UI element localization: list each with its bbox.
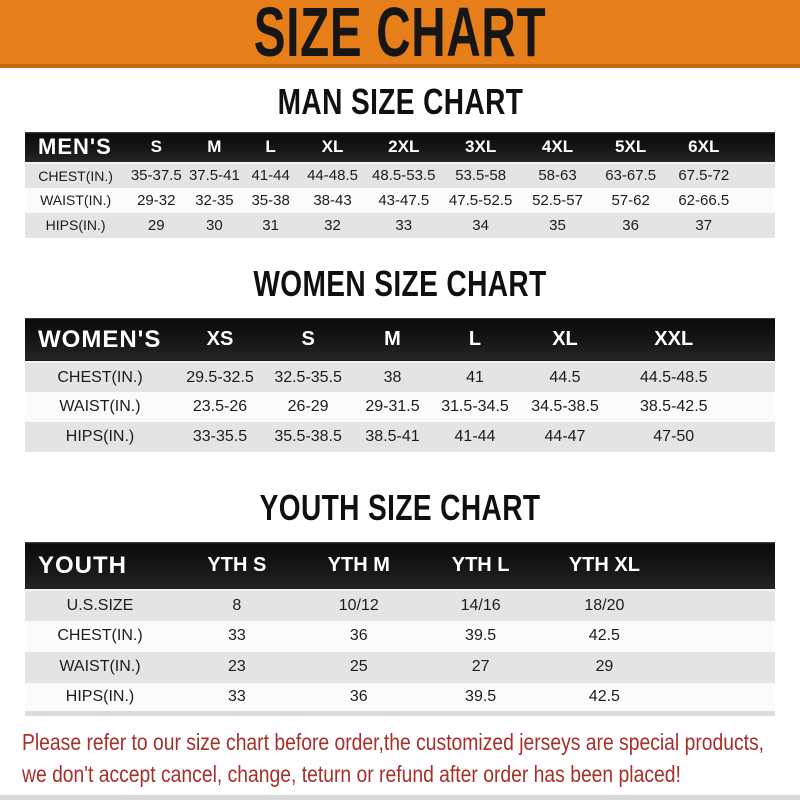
size-value-cell: 41-44	[454, 428, 496, 445]
size-value-cell: 29.5-32.5	[186, 368, 254, 386]
row-filler-cell	[666, 621, 775, 652]
size-value-cell: 18/20	[584, 596, 625, 614]
row-label: CHEST(IN.)	[57, 627, 143, 644]
size-column-header: S	[265, 318, 351, 362]
header-filler-cell	[666, 543, 775, 590]
row-filler-cell	[734, 392, 775, 422]
size-value-cell: 29-32	[137, 191, 176, 209]
size-column-header: L	[434, 318, 517, 362]
size-column-header: 6XL	[666, 133, 741, 163]
table-row	[25, 188, 775, 213]
size-value-cell: 58-63	[538, 167, 577, 184]
size-value-cell: 44-48.5	[307, 167, 358, 184]
table-row	[25, 163, 775, 188]
youth-section-heading	[0, 488, 800, 528]
size-value-cell: 52.5-57	[532, 191, 583, 209]
size-column-header: 5XL	[595, 133, 666, 163]
table-row	[25, 392, 775, 422]
notice-line-2: we don't accept cancel, change, teturn or refund after order has been placed!	[22, 761, 681, 787]
size-value-cell: 36	[622, 216, 639, 234]
size-value-cell: 43-47.5	[378, 191, 430, 209]
row-filler-cell	[734, 362, 775, 392]
size-value-cell: 26-29	[287, 398, 329, 415]
women-section-heading	[0, 264, 800, 304]
size-column-header: M	[186, 133, 242, 163]
size-value-cell: 44-47	[544, 428, 586, 445]
size-value-cell: 23.5-26	[192, 398, 248, 415]
size-value-cell: 33-35.5	[192, 428, 248, 445]
table-row	[25, 652, 775, 683]
size-column-header: YTH L	[419, 543, 543, 590]
men-section-heading-text: MAN SIZE CHART	[277, 81, 523, 122]
women-header-row	[25, 318, 775, 362]
size-value-cell: 33	[227, 627, 246, 644]
size-value-cell: 35-38	[251, 191, 290, 209]
size-column-header: XL	[516, 318, 614, 362]
row-label: CHEST(IN.)	[38, 167, 113, 184]
table-row	[25, 362, 775, 392]
table-row	[25, 422, 775, 452]
order-notice	[0, 726, 800, 790]
size-value-cell: 29-31.5	[365, 398, 420, 415]
size-value-cell: 32.5-35.5	[274, 368, 342, 386]
size-value-cell: 38.5-41	[365, 428, 420, 445]
row-filler-cell	[734, 422, 775, 452]
size-column-header: 3XL	[441, 133, 520, 163]
banner	[0, 0, 800, 68]
size-column-header: L	[243, 133, 299, 163]
banner-title: SIZE CHART	[253, 0, 547, 68]
size-value-cell: 37	[695, 216, 713, 234]
size-value-cell: 48.5-53.5	[372, 167, 436, 184]
men-header-row	[25, 133, 775, 163]
size-value-cell: 23	[227, 658, 246, 675]
size-column-header: YTH M	[299, 543, 419, 590]
row-label: HIPS(IN.)	[45, 217, 106, 233]
size-value-cell: 39.5	[465, 687, 497, 705]
size-value-cell: 29	[147, 216, 165, 234]
table-row	[25, 213, 775, 238]
size-value-cell: 14/16	[460, 596, 501, 614]
size-column-header: 4XL	[520, 133, 595, 163]
header-filler-cell	[734, 318, 775, 362]
row-label: U.S.SIZE	[66, 596, 134, 614]
size-value-cell: 41-44	[251, 167, 290, 184]
size-value-cell: 10/12	[338, 596, 379, 614]
size-value-cell: 8	[232, 596, 242, 614]
size-column-header: YTH XL	[543, 543, 667, 590]
size-column-header: XL	[299, 133, 367, 163]
table-row	[25, 683, 775, 714]
men-size-table	[25, 132, 775, 238]
size-column-header: 2XL	[366, 133, 441, 163]
size-value-cell: 36	[349, 687, 368, 705]
women-section	[0, 264, 800, 453]
size-value-cell: 30	[206, 216, 223, 234]
size-value-cell: 32	[324, 216, 341, 234]
size-column-header: YTH S	[175, 543, 299, 590]
youth-section-heading-text: YOUTH SIZE CHART	[259, 487, 541, 528]
size-value-cell: 35-37.5	[130, 167, 182, 184]
size-value-cell: 39.5	[465, 627, 497, 644]
size-value-cell: 31.5-34.5	[441, 398, 509, 415]
row-filler-cell	[741, 188, 775, 213]
row-label: WAIST(IN.)	[59, 658, 141, 675]
size-value-cell: 32-35	[195, 191, 234, 209]
size-value-cell: 35.5-38.5	[274, 428, 342, 445]
size-value-cell: 38.5-42.5	[639, 398, 708, 415]
row-label: WAIST(IN.)	[59, 398, 141, 415]
size-value-cell: 53.5-58	[455, 167, 507, 184]
row-filler-cell	[741, 163, 775, 188]
size-value-cell: 42.5	[588, 627, 620, 644]
size-value-cell: 27	[471, 658, 490, 675]
row-filler-cell	[666, 652, 775, 683]
size-value-cell: 38-43	[313, 191, 352, 209]
row-filler-cell	[666, 683, 775, 714]
men-section	[0, 82, 800, 238]
table-row	[25, 621, 775, 652]
size-value-cell: 44.5	[549, 368, 581, 386]
size-value-cell: 41	[466, 368, 484, 386]
size-value-cell: 67.5-72	[678, 167, 730, 184]
row-label: WAIST(IN.)	[40, 192, 112, 208]
women-size-table	[25, 318, 775, 453]
row-label: HIPS(IN.)	[65, 428, 135, 445]
size-value-cell: 33	[395, 216, 413, 234]
table-corner-label: MEN'S	[25, 133, 126, 163]
youth-size-table	[25, 542, 775, 716]
size-value-cell: 37.5-41	[188, 167, 240, 184]
size-value-cell: 38	[383, 368, 402, 386]
size-value-cell: 29	[595, 658, 614, 675]
row-filler-cell	[666, 590, 775, 621]
size-value-cell: 25	[349, 658, 368, 675]
size-value-cell: 47-50	[653, 428, 695, 445]
table-corner-label: WOMEN'S	[25, 318, 175, 362]
size-value-cell: 44.5-48.5	[639, 368, 708, 386]
size-column-header: XXL	[614, 318, 734, 362]
size-value-cell: 34.5-38.5	[531, 398, 599, 415]
table-row	[25, 590, 775, 621]
bottom-strip	[0, 795, 800, 800]
size-column-header: XS	[175, 318, 265, 362]
women-section-heading-text: WOMEN SIZE CHART	[253, 262, 547, 304]
size-value-cell: 35	[549, 216, 566, 234]
row-label: HIPS(IN.)	[65, 687, 135, 705]
youth-section	[0, 488, 800, 716]
size-value-cell: 34	[472, 216, 489, 234]
header-filler-cell	[741, 133, 775, 163]
youth-header-row	[25, 543, 775, 590]
row-filler-cell	[741, 213, 775, 238]
men-section-heading	[0, 82, 800, 122]
size-value-cell: 47.5-52.5	[448, 191, 513, 209]
size-value-cell: 57-62	[611, 191, 650, 209]
size-value-cell: 36	[349, 627, 368, 644]
size-column-header: M	[351, 318, 434, 362]
row-label: CHEST(IN.)	[57, 368, 143, 386]
table-corner-label: YOUTH	[25, 543, 175, 590]
size-value-cell: 33	[227, 687, 246, 705]
size-column-header: S	[126, 133, 186, 163]
size-value-cell: 42.5	[588, 687, 620, 705]
size-value-cell: 31	[262, 216, 279, 234]
notice-line-1: Please refer to our size chart before order,the customized jerseys are special products,	[22, 729, 765, 755]
size-value-cell: 62-66.5	[678, 191, 730, 209]
size-value-cell: 63-67.5	[605, 167, 657, 184]
